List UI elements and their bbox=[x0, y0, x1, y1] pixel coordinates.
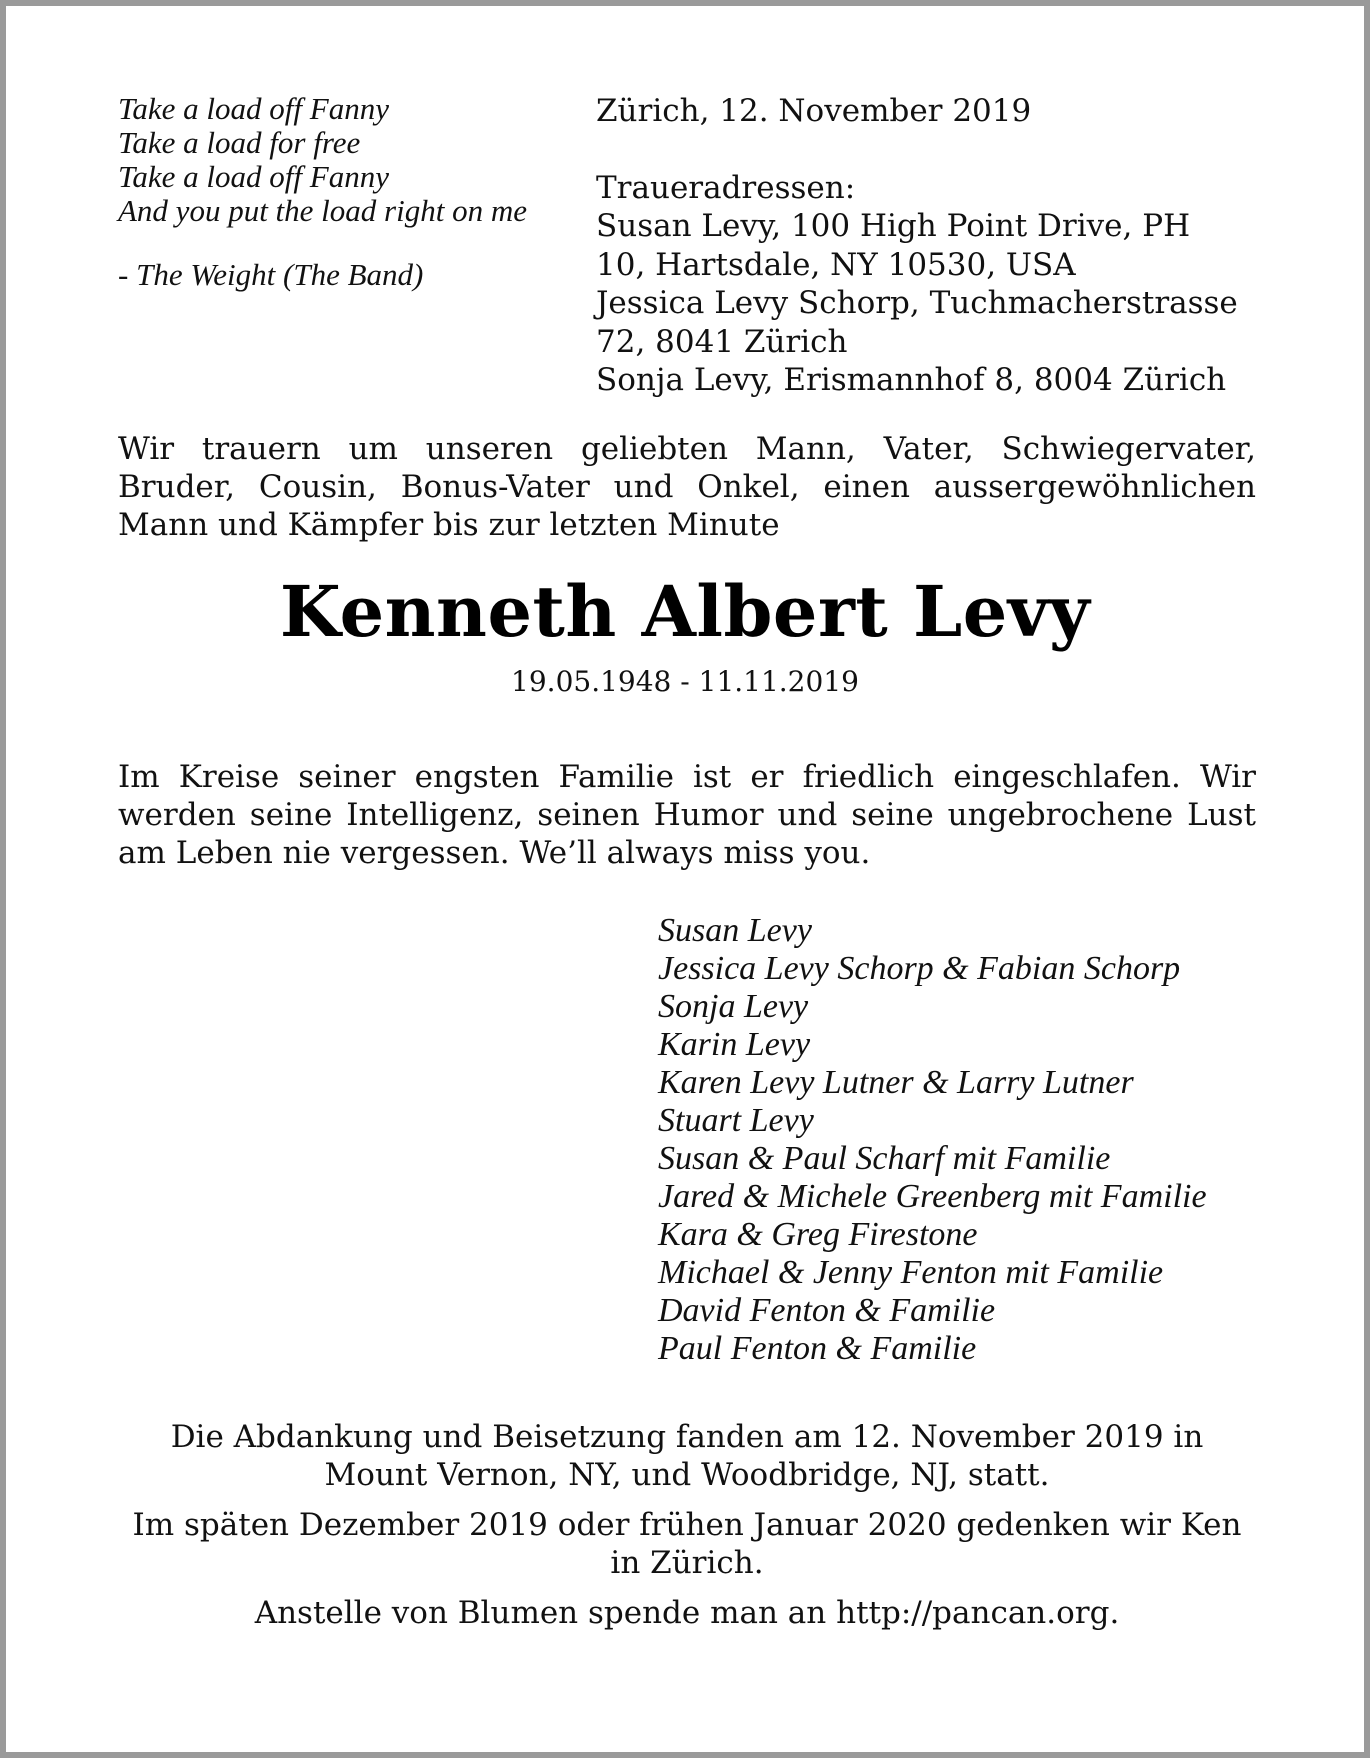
quote-credit: - The Weight (The Band) bbox=[118, 257, 424, 292]
intro-paragraph: Wir trauern um unseren geliebten Mann, Vater, Schwiegervater, Bruder, Cousin, Bonus-Vater und Onkel, einen aussergewöhnlichen Mann und Kämpfer bis zur letzten Minute bbox=[118, 431, 1256, 543]
song-quote bbox=[118, 92, 588, 292]
addresses-title: Traueradressen: bbox=[596, 169, 856, 206]
place-date: Zürich, 12. November 2019 bbox=[596, 93, 1032, 129]
body-paragraph: Im Kreise seiner engsten Familie ist er friedlich eingeschlafen. Wir werden seine Intelligenz, seinen Humor und seine ungebrochene Lust am Leben nie vergessen. We’ll always miss you. bbox=[118, 759, 1256, 871]
quote-line: Take a load for free bbox=[118, 125, 361, 160]
mourner-item: Michael & Jenny Fenton mit Familie bbox=[658, 1254, 1164, 1291]
life-dates: 19.05.1948 - 11.11.2019 bbox=[511, 665, 859, 698]
mourner-item: Karin Levy bbox=[658, 1026, 811, 1063]
mourner-item: Kara & Greg Firestone bbox=[658, 1216, 978, 1253]
address-line: 72, 8041 Zürich bbox=[596, 323, 848, 360]
memorial-note: Im späten Dezember 2019 oder frühen Januar 2020 gedenken wir Ken in Zürich. bbox=[132, 1507, 1242, 1581]
mourner-item: Sonja Levy bbox=[658, 988, 809, 1025]
obituary-page bbox=[6, 6, 1364, 1752]
mourner-item: Jessica Levy Schorp & Fabian Schorp bbox=[658, 950, 1181, 987]
mourners-list bbox=[658, 912, 1298, 1368]
mourner-item: Stuart Levy bbox=[658, 1102, 814, 1139]
address-line: Jessica Levy Schorp, Tuchmacherstrasse bbox=[596, 285, 1238, 321]
mourner-item: Susan & Paul Scharf mit Familie bbox=[658, 1140, 1111, 1177]
address-line: Susan Levy, 100 High Point Drive, PH bbox=[596, 208, 1191, 244]
mourner-item: Susan Levy bbox=[658, 912, 812, 949]
closing-notes bbox=[118, 1418, 1256, 1644]
deceased-name: Kenneth Albert Levy bbox=[279, 570, 1091, 653]
quote-line: Take a load off Fanny bbox=[118, 91, 389, 126]
service-note: Die Abdankung und Beisetzung fanden am 12. November 2019 in Mount Vernon, NY, und Woodbridge, NJ, statt. bbox=[170, 1419, 1204, 1493]
mourner-item: Paul Fenton & Familie bbox=[658, 1330, 977, 1367]
address-line: 10, Hartsdale, NY 10530, USA bbox=[596, 246, 1076, 283]
header-info bbox=[596, 92, 1296, 400]
mourner-item: Karen Levy Lutner & Larry Lutner bbox=[658, 1064, 1134, 1101]
quote-line: Take a load off Fanny bbox=[118, 159, 389, 194]
mourner-item: David Fenton & Familie bbox=[658, 1292, 996, 1329]
mourner-item: Jared & Michele Greenberg mit Familie bbox=[658, 1178, 1207, 1215]
address-line: Sonja Levy, Erismannhof 8, 8004 Zürich bbox=[596, 362, 1227, 398]
donation-note: Anstelle von Blumen spende man an http://pancan.org. bbox=[254, 1595, 1120, 1631]
quote-line: And you put the load right on me bbox=[118, 193, 527, 228]
